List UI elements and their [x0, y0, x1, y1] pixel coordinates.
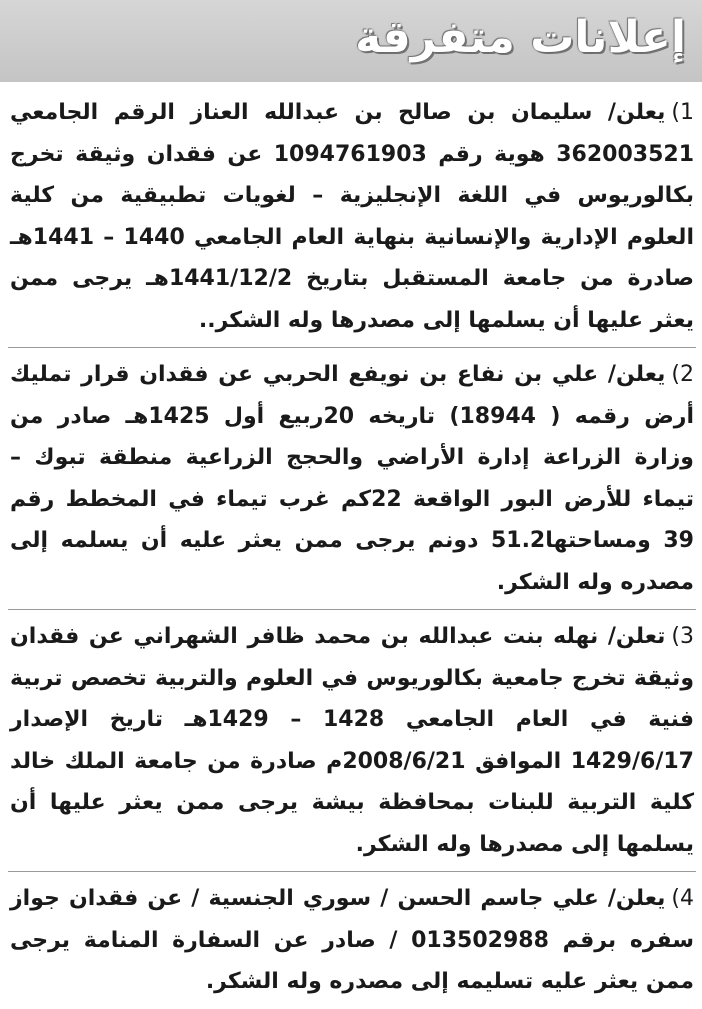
ad-item-1 [8, 88, 696, 347]
ads-list [8, 88, 696, 1009]
ad-number: 1) [671, 100, 694, 125]
ad-text: تعلن/ نهله بنت عبدالله بن محمد ظافر الشهراني عن فقدان وثيقة تخرج جامعية بكالوريوس في العلوم والتربية تخصص تربية فنية في العام الجامعي 1428 – 1429هـ تاريخ الإصدار 1429/6/17 الموافق 2008/6/21م صادرة من جامعة الملك خالد كلية التربية للبنات بمحافظة بيشة يرجى ممن يعثر عليها أن يسلمها إلى مصدرها وله الشكر. [10, 624, 694, 857]
divider [8, 609, 696, 610]
section-title: إعلانات متفرقة [355, 12, 686, 63]
divider [8, 871, 696, 872]
ad-number: 2) [671, 362, 694, 387]
ad-number: 4) [671, 886, 694, 911]
ad-text: يعلن/ علي بن نفاع بن نويفع الحربي عن فقدان قرار تمليك أرض رقمه ( 18944) تاريخه 20ربيع أول 1425هـ صادر من وزارة الزراعة إدارة الأراضي والحجج الزراعية منطقة تبوك – تيماء للأرض البور الواقعة 22كم غرب تيماء في المخطط رقم 39 ومساحتها51.2 دونم يرجى ممن يعثر عليه أن يسلمه إلى مصدره وله الشكر. [10, 362, 694, 595]
ad-text: يعلن/ علي جاسم الحسن / سوري الجنسية / عن فقدان جواز سفره برقم 013502988 / صادر عن السفارة المنامة يرجى ممن يعثر عليه تسليمه إلى مصدره وله الشكر. [10, 886, 694, 994]
ad-number: 3) [671, 624, 694, 649]
ad-text: يعلن/ سليمان بن صالح بن عبدالله العناز الرقم الجامعي 362003521 هوية رقم 1094761903 عن فقدان وثيقة تخرج بكالوريوس في اللغة الإنجليزية – لغويات تطبيقية من كلية العلوم الإدارية والإنسانية بنهاية العام الجامعي 1440 – 1441هـ صادرة من جامعة المستقبل بتاريخ 1441/12/2هـ يرجى ممن يعثر عليها أن يسلمها إلى مصدرها وله الشكر.. [10, 100, 695, 333]
ad-item-2 [8, 350, 696, 609]
ad-item-3 [8, 612, 696, 871]
divider [8, 347, 696, 348]
section-header [0, 0, 702, 82]
ad-item-4 [8, 874, 696, 1009]
